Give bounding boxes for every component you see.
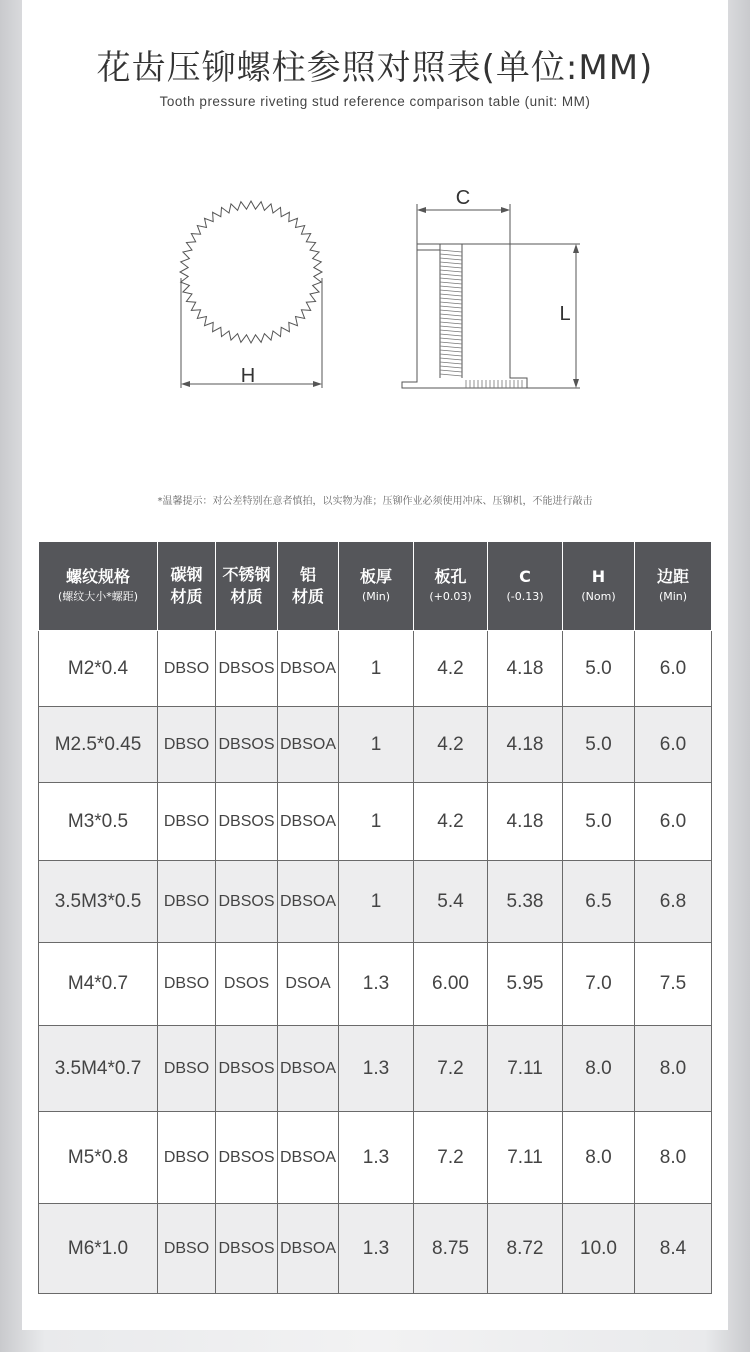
stud-top-view [180,201,322,388]
thread-line [440,358,462,360]
table-cell: M4*0.7 [39,943,158,1026]
thread-line [440,298,462,300]
table-cell: 3.5M4*0.7 [39,1026,158,1112]
thread-line [440,334,462,336]
table-cell: 6.8 [635,861,712,943]
arrow-l-bottom [573,379,579,388]
column-header [414,542,488,631]
table-cell: 6.5 [563,861,635,943]
arrow-l-top [573,244,579,253]
table-row [39,1112,712,1204]
table-cell: DBSO [158,1112,216,1204]
table-cell: DBSOS [216,1112,278,1204]
table-cell: DBSOA [278,1204,339,1294]
knurl-lines [466,380,522,388]
table-cell: DBSOS [216,1026,278,1112]
column-header [339,542,414,631]
thread-line [440,302,462,304]
table-cell: 8.0 [563,1112,635,1204]
table-cell: 3.5M3*0.5 [39,861,158,943]
thread-line [440,366,462,368]
column-header-title: 板厚 [359,567,392,586]
thread-line [440,350,462,352]
thread-line [440,262,462,264]
table-row [39,943,712,1026]
thread-line [440,278,462,280]
table-cell: 10.0 [563,1204,635,1294]
table-cell: 4.18 [488,707,563,783]
table-row [39,631,712,707]
spec-table [38,541,712,1294]
label-h: H [240,365,256,387]
thread-line [440,370,462,372]
column-header [563,542,635,631]
table-cell: 7.11 [488,1112,563,1204]
table-cell: DBSO [158,1204,216,1294]
table-cell: 1.3 [339,1112,414,1204]
table-row [39,1204,712,1294]
table-cell: DBSO [158,861,216,943]
table-cell: 1.3 [339,943,414,1026]
table-cell: M2.5*0.45 [39,707,158,783]
table-row [39,707,712,783]
thread-line [440,306,462,308]
thread-line [440,286,462,288]
thread-line [440,294,462,296]
table-cell: DBSO [158,707,216,783]
thread-line [440,318,462,320]
table-cell: 7.2 [414,1026,488,1112]
table-cell: 6.0 [635,631,712,707]
thread-line [440,330,462,332]
column-header-subtitle: (螺纹大小*螺距) [57,590,139,603]
header-row [39,542,712,631]
table-cell: 7.2 [414,1112,488,1204]
table-cell: DBSOA [278,861,339,943]
table-cell: 6.00 [414,943,488,1026]
table-cell: M6*1.0 [39,1204,158,1294]
table-cell: 8.0 [635,1112,712,1204]
table-cell: DBSOA [278,631,339,707]
thread-line [440,282,462,284]
table-cell: M5*0.8 [39,1112,158,1204]
column-header [158,542,216,631]
table-cell: M3*0.5 [39,783,158,861]
thread-line [440,374,462,376]
thread-line [440,250,462,252]
table-cell: DBSOS [216,783,278,861]
table-cell: 5.0 [563,783,635,861]
thread-line [440,338,462,340]
table-cell: DSOA [278,943,339,1026]
table-cell: DBSOS [216,1204,278,1294]
thread-line [440,274,462,276]
column-header-subtitle: (Min) [658,590,688,603]
table-body [39,631,712,1294]
table-cell: 1 [339,861,414,943]
serrated-head-outline [180,201,322,343]
table-cell: 5.95 [488,943,563,1026]
column-header [488,542,563,631]
stud-dimension-diagram [0,170,750,410]
table-cell: 1 [339,631,414,707]
thread-line [440,342,462,344]
table-row [39,861,712,943]
table-cell: 1 [339,707,414,783]
column-header-title: 边距 [656,567,689,586]
column-header-subtitle: (Nom) [581,590,616,603]
table-cell: DBSOA [278,783,339,861]
thread-line [440,326,462,328]
column-header-subtitle: (Min) [361,590,391,603]
table-cell: 1.3 [339,1204,414,1294]
column-header-title: 不锈钢 [222,565,271,584]
column-header-subtitle: 材质 [170,587,203,606]
table-cell: 1 [339,783,414,861]
thread-line [440,362,462,364]
table-cell: DBSOA [278,707,339,783]
column-header [635,542,712,631]
table-cell: DBSO [158,943,216,1026]
table-cell: 8.75 [414,1204,488,1294]
thread-line [440,346,462,348]
table-cell: DBSOS [216,631,278,707]
table-cell: 8.0 [635,1026,712,1112]
column-header-title: 铝 [299,565,316,584]
table-cell: 4.18 [488,631,563,707]
thread-lines [440,250,462,376]
thread-line [440,270,462,272]
column-header-subtitle: (-0.13) [506,590,544,603]
column-header-subtitle: 材质 [291,587,324,606]
warm-tip-notice: *温馨提示：对公差特别在意者慎拍，以实物为准；压铆作业必须使用冲床、压铆机，不能进行敲击 [157,496,593,507]
table-cell: 5.4 [414,861,488,943]
column-header-title: H [591,567,606,586]
column-header [216,542,278,631]
column-header-title: 螺纹规格 [65,567,130,586]
thread-line [440,354,462,356]
table-cell: 4.2 [414,631,488,707]
thread-line [440,258,462,260]
table-cell: 8.72 [488,1204,563,1294]
label-l: L [559,303,571,325]
column-header-title: 板孔 [434,567,467,586]
table-cell: DBSOS [216,707,278,783]
table-cell: DBSOS [216,861,278,943]
table-row [39,783,712,861]
table-cell: 7.11 [488,1026,563,1112]
table-cell: 8.0 [563,1026,635,1112]
column-header-subtitle: 材质 [230,587,263,606]
column-header [39,542,158,631]
table-cell: 8.4 [635,1204,712,1294]
table-cell: 4.2 [414,707,488,783]
thread-line [440,310,462,312]
page-subtitle: Tooth pressure riveting stud reference comparison table (unit: MM) [159,94,591,109]
table-cell: 4.18 [488,783,563,861]
page-title: 花齿压铆螺柱参照对照表(单位:MM) [96,48,654,88]
stud-side-view [402,187,580,388]
table-cell: DBSOA [278,1026,339,1112]
column-header-subtitle: (+0.03) [429,590,472,603]
stud-body-outline [402,244,527,388]
column-header-title: C [519,567,531,586]
table-cell: 6.0 [635,783,712,861]
table-cell: DBSO [158,783,216,861]
table-cell: DSOS [216,943,278,1026]
table-cell: DBSO [158,1026,216,1112]
label-c: C [455,187,471,209]
thread-line [440,314,462,316]
arrow-c-right [501,207,510,213]
table-row [39,1026,712,1112]
table-cell: 5.0 [563,631,635,707]
table-cell: M2*0.4 [39,631,158,707]
table-cell: 5.0 [563,707,635,783]
table-cell: 6.0 [635,707,712,783]
table-cell: DBSOA [278,1112,339,1204]
column-header-title: 碳钢 [170,565,203,584]
thread-line [440,254,462,256]
thread-line [440,266,462,268]
arrow-left [181,381,190,387]
table-cell: 7.5 [635,943,712,1026]
thread-line [440,322,462,324]
table-cell: DBSO [158,631,216,707]
table-cell: 7.0 [563,943,635,1026]
arrow-right [313,381,322,387]
arrow-c-left [417,207,426,213]
table-cell: 1.3 [339,1026,414,1112]
table-header [39,542,712,631]
column-header [278,542,339,631]
table-cell: 5.38 [488,861,563,943]
table-cell: 4.2 [414,783,488,861]
thread-line [440,290,462,292]
